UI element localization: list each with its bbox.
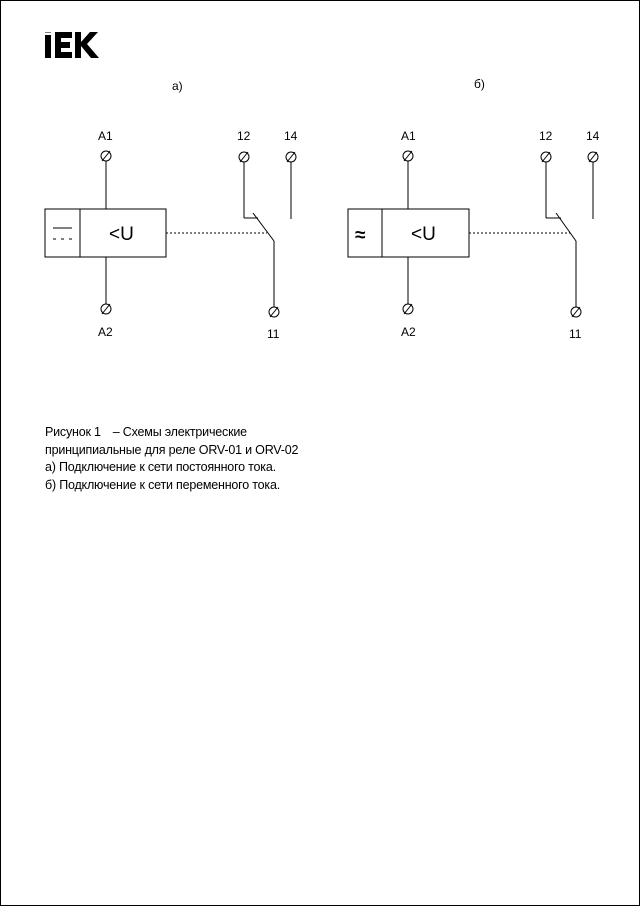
iek-logo: [45, 32, 99, 58]
caption-line-1: [45, 424, 298, 442]
terminal-a1-label: A1: [401, 129, 416, 143]
caption-line-2: принципиальные для реле ORV-01 и ORV-02: [45, 442, 299, 457]
terminal-a2-label: A2: [98, 325, 113, 339]
relay-undervoltage-label: <U: [411, 224, 436, 245]
figure-label: Рисунок 1: [45, 425, 101, 439]
caption-line-4: б) Подключение к сети переменного тока.: [45, 477, 280, 492]
diagram-b: [348, 151, 598, 317]
diagram-a-label: а): [172, 79, 183, 93]
terminal-11-label: 11: [569, 327, 582, 341]
terminal-12-label: 12: [237, 129, 251, 143]
terminal-a2-label: A2: [401, 325, 416, 339]
ac-symbol: ≈: [355, 225, 366, 246]
terminal-14-label: 14: [284, 129, 298, 143]
dc-symbol: [53, 228, 72, 239]
diagram-b-label: б): [474, 77, 485, 91]
diagram-a: [45, 151, 296, 317]
relay-undervoltage-label: <U: [109, 224, 134, 245]
terminal-12-label: 12: [539, 129, 553, 143]
figure-caption: [45, 424, 298, 494]
caption-line-3: а) Подключение к сети постоянного тока.: [45, 460, 276, 474]
terminal-11-label: 11: [267, 327, 280, 341]
caption-title: – Схемы электрические: [112, 425, 247, 439]
terminal-a1-label: A1: [98, 129, 113, 143]
terminal-14-label: 14: [586, 129, 600, 143]
